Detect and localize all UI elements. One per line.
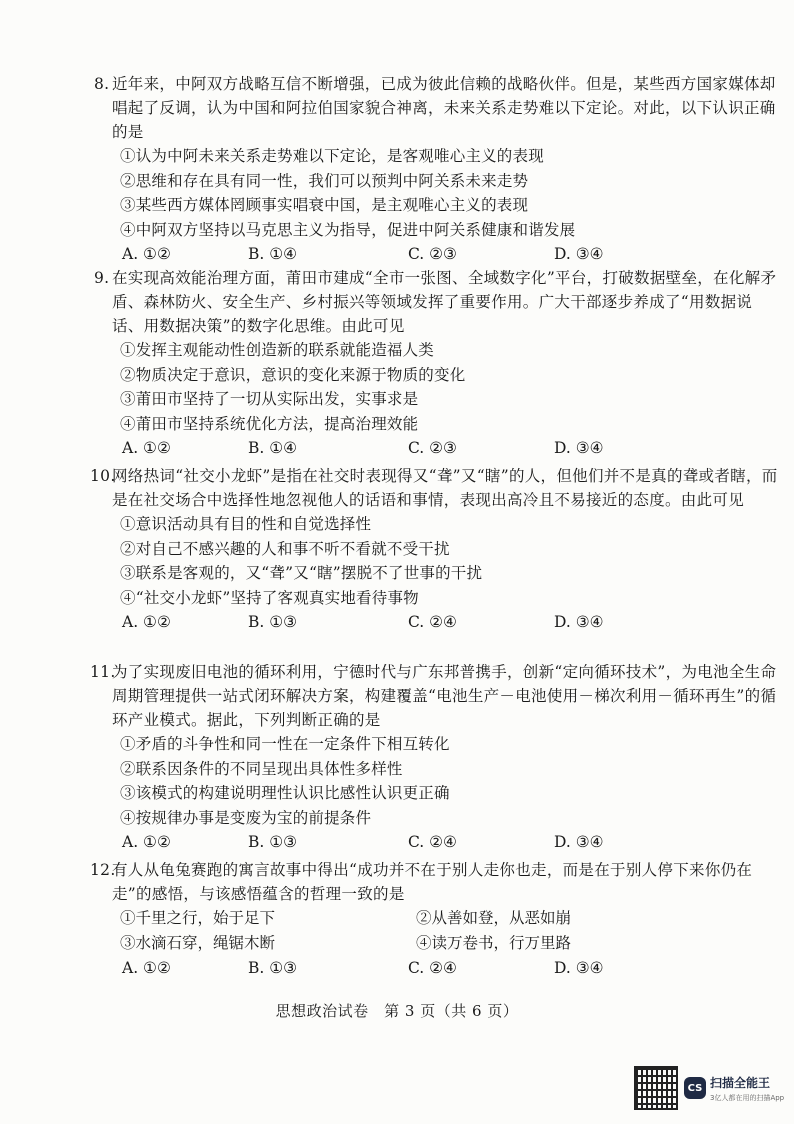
question-text: 网络热词“社交小龙虾”是指在社交时表现得又“聋”又“瞎”的人，但他们并不是真的聋或者瞎，而是在社交场合中选择性地忽视他人的话语和事情，表现出高冷且不易接近的态度。由此可见 (112, 467, 778, 509)
qr-code-icon (634, 1066, 678, 1110)
option-2: ②从善如登，从恶如崩 (416, 909, 572, 927)
option-2: ②对自己不感兴趣的人和事不听不看就不受干扰 (120, 539, 450, 558)
answer-d: D. ③④ (554, 959, 604, 977)
option-2: ②思维和存在具有同一性，我们可以预判中阿关系未来走势 (120, 171, 529, 190)
question-number: 12. (90, 861, 116, 879)
option-3: ③水滴石穿，绳锯木断 (120, 934, 276, 952)
answer-d: D. ③④ (554, 245, 604, 263)
question-text: 近年来，中阿双方战略互信不断增强，已成为彼此信赖的战略伙伴。但是，某些西方国家媒体却唱起了反调，认为中国和阿拉伯国家貌合神离，未来关系走势难以下定论。对此，以下认识正确的是 (112, 75, 776, 141)
option-4: ④莆田市坚持系统优化方法，提高治理效能 (120, 414, 419, 433)
answer-a: A. ①② (122, 613, 171, 631)
question-text: 有人从龟兔赛跑的寓言故事中得出“成功并不在于别人走你也走，而是在于别人停下来你仍在走”的感悟，与该感悟蕴含的哲理一致的是 (112, 861, 753, 903)
answer-c: C. ②③ (408, 439, 457, 457)
answer-b: B. ①④ (248, 439, 298, 457)
answer-a: A. ①② (122, 959, 171, 977)
answer-a: A. ①② (122, 833, 171, 851)
answer-a: A. ①② (122, 245, 171, 263)
answer-d: D. ③④ (554, 833, 604, 851)
watermark-subtitle: 3亿人都在用的扫描App (710, 1093, 785, 1102)
question-text: 在实现高效能治理方面，莆田市建成“全市一张图、全域数字化”平台，打破数据壁垒，在化解矛盾、森林防火、安全生产、乡村振兴等领域发挥了重要作用。广大干部逐步养成了“用数据说话、用数据决策”的数字化思维。由此可见 (112, 269, 777, 335)
option-1: ①千里之行，始于足下 (120, 909, 276, 927)
answer-choices (122, 830, 780, 854)
answer-choices (122, 242, 780, 266)
answer-choices (122, 436, 780, 460)
question-11 (90, 660, 780, 854)
option-1: ①意识活动具有目的性和自觉选择性 (120, 515, 372, 533)
option-3: ③莆田市坚持了一切从实际出发，实事求是 (120, 390, 419, 408)
question-stem (90, 858, 780, 906)
question-stem (90, 660, 780, 732)
option-2: ②物质决定于意识，意识的变化来源于物质的变化 (120, 365, 466, 384)
question-number: 8. (94, 75, 110, 93)
question-number: 10. (90, 467, 116, 485)
watermark-title: 扫描全能王 (710, 1075, 771, 1090)
answer-b: B. ①③ (248, 959, 298, 977)
camscanner-logo-icon: CS (684, 1077, 706, 1099)
answer-choices (122, 610, 780, 634)
answer-b: B. ①③ (248, 833, 298, 851)
option-row (120, 931, 780, 956)
option-3: ③该模式的构建说明理性认识比感性认识更正确 (120, 784, 450, 802)
question-stem (90, 464, 780, 512)
answer-c: C. ②③ (408, 245, 457, 263)
option-4: ④按规律办事是变废为宝的前提条件 (120, 808, 372, 827)
option-row (120, 906, 780, 931)
watermark-text (710, 1074, 784, 1103)
answer-a: A. ①② (122, 439, 171, 457)
answer-c: C. ②④ (408, 959, 457, 977)
question-number: 11. (90, 663, 116, 681)
option-3: ③某些西方媒体罔顾事实唱衰中国，是主观唯心主义的表现 (120, 196, 529, 214)
option-3: ③联系是客观的，又“聋”又“瞎”摆脱不了世事的干扰 (120, 564, 483, 582)
answer-choices (122, 956, 780, 980)
answer-d: D. ③④ (554, 439, 604, 457)
option-4: ④“社交小龙虾”坚持了客观真实地看待事物 (120, 588, 419, 607)
option-1: ①矛盾的斗争性和同一性在一定条件下相互转化 (120, 735, 450, 753)
option-1: ①认为中阿未来关系走势难以下定论，是客观唯心主义的表现 (120, 147, 544, 165)
question-12 (90, 858, 780, 980)
answer-c: C. ②④ (408, 613, 457, 631)
question-number: 9. (94, 269, 110, 287)
answer-b: B. ①③ (248, 613, 298, 631)
page-footer: 思想政治试卷 第 3 页（共 6 页） (275, 1002, 519, 1020)
question-9 (94, 266, 780, 460)
question-stem (94, 72, 780, 144)
option-2: ②联系因条件的不同呈现出具体性多样性 (120, 759, 403, 778)
option-1: ①发挥主观能动性创造新的联系就能造福人类 (120, 341, 435, 359)
option-4: ④读万卷书，行万里路 (416, 934, 572, 952)
scanner-watermark (634, 1066, 784, 1110)
question-10 (90, 464, 780, 634)
answer-b: B. ①④ (248, 245, 298, 263)
question-text: 为了实现废旧电池的循环利用，宁德时代与广东邦普携手，创新“定向循环技术”，为电池全生命周期管理提供一站式闭环解决方案，构建覆盖“电池生产－电池使用－梯次利用－循环再生”的循环产业模式。据此，下列判断正确的是 (112, 663, 777, 729)
answer-c: C. ②④ (408, 833, 457, 851)
question-stem (94, 266, 780, 338)
answer-d: D. ③④ (554, 613, 604, 631)
option-4: ④中阿双方坚持以马克思主义为指导，促进中阿关系健康和谐发展 (120, 220, 576, 239)
question-8 (94, 72, 780, 266)
